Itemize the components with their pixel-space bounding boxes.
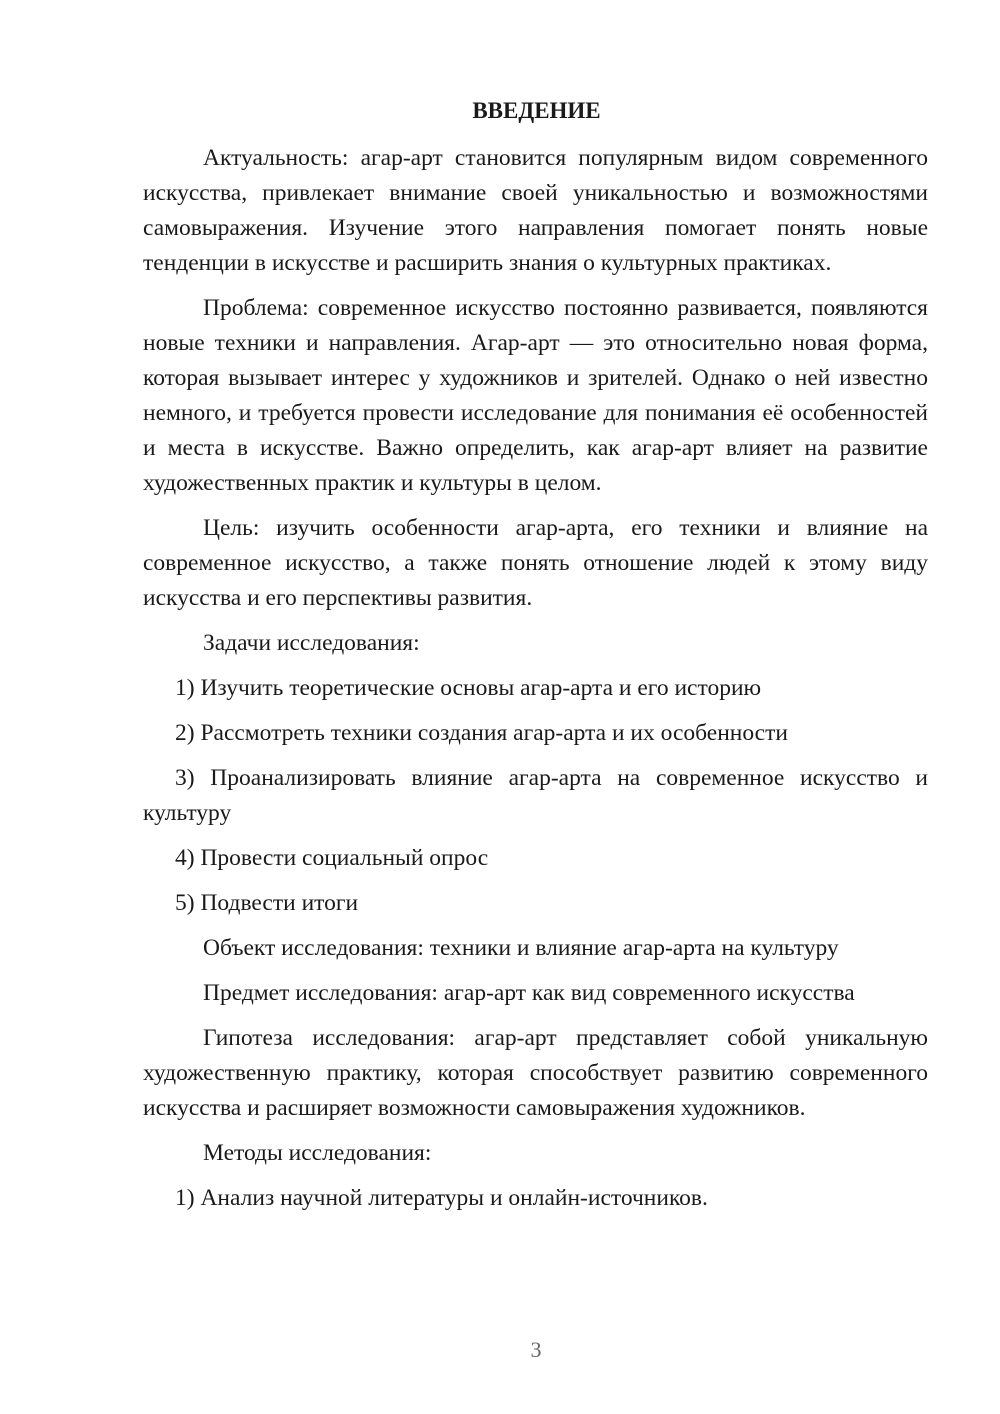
page-number: 3 xyxy=(530,1337,542,1362)
task-item: 2) Рассмотреть техники создания агар-арта и их особенности xyxy=(175,720,788,746)
problem-paragraph: Проблема: современное искусство постоянно развивается, появляются новые техники и направления. Агар-арт — это относительно новая форма, которая вызывает интерес у художников и зрителей. Однако о ней известно немного, и требуется провести исследование для понимания её особенностей и места в искусстве. Важно определить, как агар-арт влияет на развитие художественных практик и культуры в целом. xyxy=(143,295,928,496)
page-title: ВВЕДЕНИЕ xyxy=(472,98,601,123)
relevance-paragraph: Актуальность: агар-арт становится популярным видом современного искусства, привлекает внимание своей уникальностью и возможностями самовыражения. Изучение этого направления помогает понять новые тенденции в искусстве и расширить знания о культурных практиках. xyxy=(143,145,928,276)
goal-paragraph: Цель: изучить особенности агар-арта, его техники и влияние на современное искусство, а также понять отношение людей к этому виду искусства и его перспективы развития. xyxy=(143,515,928,611)
task-item: 5) Подвести итоги xyxy=(175,890,359,916)
hypothesis-paragraph: Гипотеза исследования: агар-арт представляет собой уникальную художественную практику, которая способствует развитию современного искусства и расширяет возможности самовыражения художников. xyxy=(143,1025,928,1121)
subject-line: Предмет исследования: агар-арт как вид современного искусства xyxy=(203,980,855,1006)
object-line: Объект исследования: техники и влияние агар-арта на культуру xyxy=(203,935,839,961)
task-item: 1) Изучить теоретические основы агар-арта и его историю xyxy=(175,675,762,701)
methods-title: Методы исследования: xyxy=(203,1140,432,1166)
task-item: 4) Провести социальный опрос xyxy=(175,845,489,871)
method-item: 1) Анализ научной литературы и онлайн-источников. xyxy=(175,1185,708,1211)
task-item: 3) Проанализировать влияние агар-арта на современное искусство и культуру xyxy=(143,765,928,826)
tasks-title: Задачи исследования: xyxy=(203,630,420,656)
page-content xyxy=(143,95,928,1226)
